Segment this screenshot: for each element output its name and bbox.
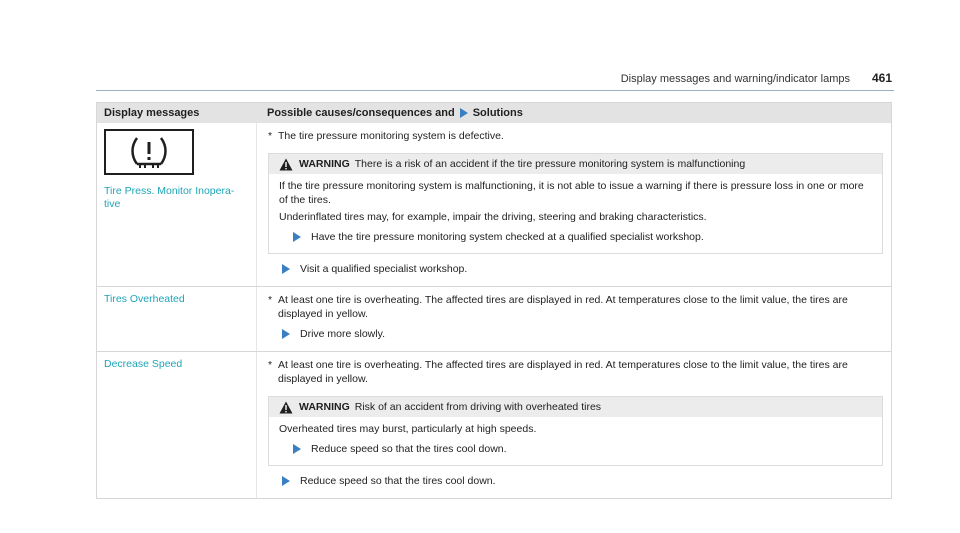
display-messages-table [96, 102, 892, 499]
message-text: Decrease Speed [104, 358, 183, 370]
table-row [97, 123, 891, 287]
warning-title: Risk of an accident from driving with overheated tires [354, 401, 602, 413]
causes-cell [257, 352, 891, 498]
warning-box [268, 396, 883, 466]
play-arrow-icon [282, 264, 290, 274]
page-header [96, 0, 894, 92]
warning-step [293, 442, 872, 456]
causes-cell [257, 287, 891, 351]
column-header-solutions: Solutions [472, 107, 523, 119]
warning-triangle-icon [279, 158, 293, 171]
column-header-display: Display messages [104, 107, 200, 119]
bullet-mark: * [268, 294, 273, 306]
play-arrow-icon [282, 476, 290, 486]
bullet-mark: * [268, 359, 273, 371]
warning-label: WARNING [299, 158, 350, 170]
step-text: Have the tire pressure monitoring system checked at a qualified specialist workshop. [311, 231, 704, 243]
play-arrow-icon [460, 108, 468, 118]
cause-line [268, 293, 883, 321]
warning-title: There is a risk of an accident if the tire pressure monitoring system is malfunctioning [354, 158, 746, 170]
table-header [97, 103, 891, 123]
warning-box [268, 153, 883, 254]
tpms-warning-icon [104, 129, 194, 175]
solution-step [282, 262, 883, 276]
message-cell [97, 123, 257, 286]
play-arrow-icon [293, 444, 301, 454]
message-cell [97, 287, 257, 351]
step-text: Drive more slowly. [300, 328, 385, 340]
cause-line [268, 358, 883, 386]
step-text: Reduce speed so that the tires cool down. [300, 475, 496, 487]
warning-paragraph: If the tire pressure monitoring system is malfunctioning, it is not able to issue a warning if there is pressure loss in one or more of the tires. [279, 180, 864, 206]
header-title: Display messages and warning/indicator lamps [620, 73, 850, 85]
warning-label: WARNING [299, 401, 350, 413]
cause-text: At least one tire is overheating. The affected tires are displayed in red. At temperatures close to the limit value, the tires are displayed in yellow. [278, 294, 848, 320]
warning-step [293, 230, 872, 244]
header-rule [96, 90, 894, 91]
step-text: Reduce speed so that the tires cool down. [311, 443, 507, 455]
step-text: Visit a qualified specialist workshop. [300, 263, 468, 275]
table-row [97, 287, 891, 352]
table-row [97, 352, 891, 499]
cause-line [268, 129, 883, 143]
warning-header [269, 397, 882, 417]
message-cell [97, 352, 257, 498]
warning-body [269, 174, 882, 253]
warning-paragraph: Overheated tires may burst, particularly at high speeds. [279, 423, 537, 435]
cause-text: The tire pressure monitoring system is defective. [278, 130, 504, 142]
play-arrow-icon [282, 329, 290, 339]
column-header-causes [257, 107, 891, 119]
column-header-causes-prefix: Possible causes/consequences and [267, 107, 455, 119]
warning-body [269, 417, 882, 465]
cause-text: At least one tire is overheating. The affected tires are displayed in red. At temperatures close to the limit value, the tires are displayed in yellow. [278, 359, 848, 385]
warning-paragraph: Underinflated tires may, for example, impair the driving, steering and braking characteristics. [279, 211, 707, 223]
solution-step [282, 327, 883, 341]
message-text: Tire Press. Monitor Inopera-tive [104, 185, 235, 210]
message-text: Tires Overheated [104, 293, 185, 305]
warning-triangle-icon [279, 401, 293, 414]
causes-cell [257, 123, 891, 286]
solution-step [282, 474, 883, 488]
play-arrow-icon [293, 232, 301, 242]
bullet-mark: * [268, 130, 273, 142]
warning-header [269, 154, 882, 174]
page-number: 461 [871, 71, 892, 85]
